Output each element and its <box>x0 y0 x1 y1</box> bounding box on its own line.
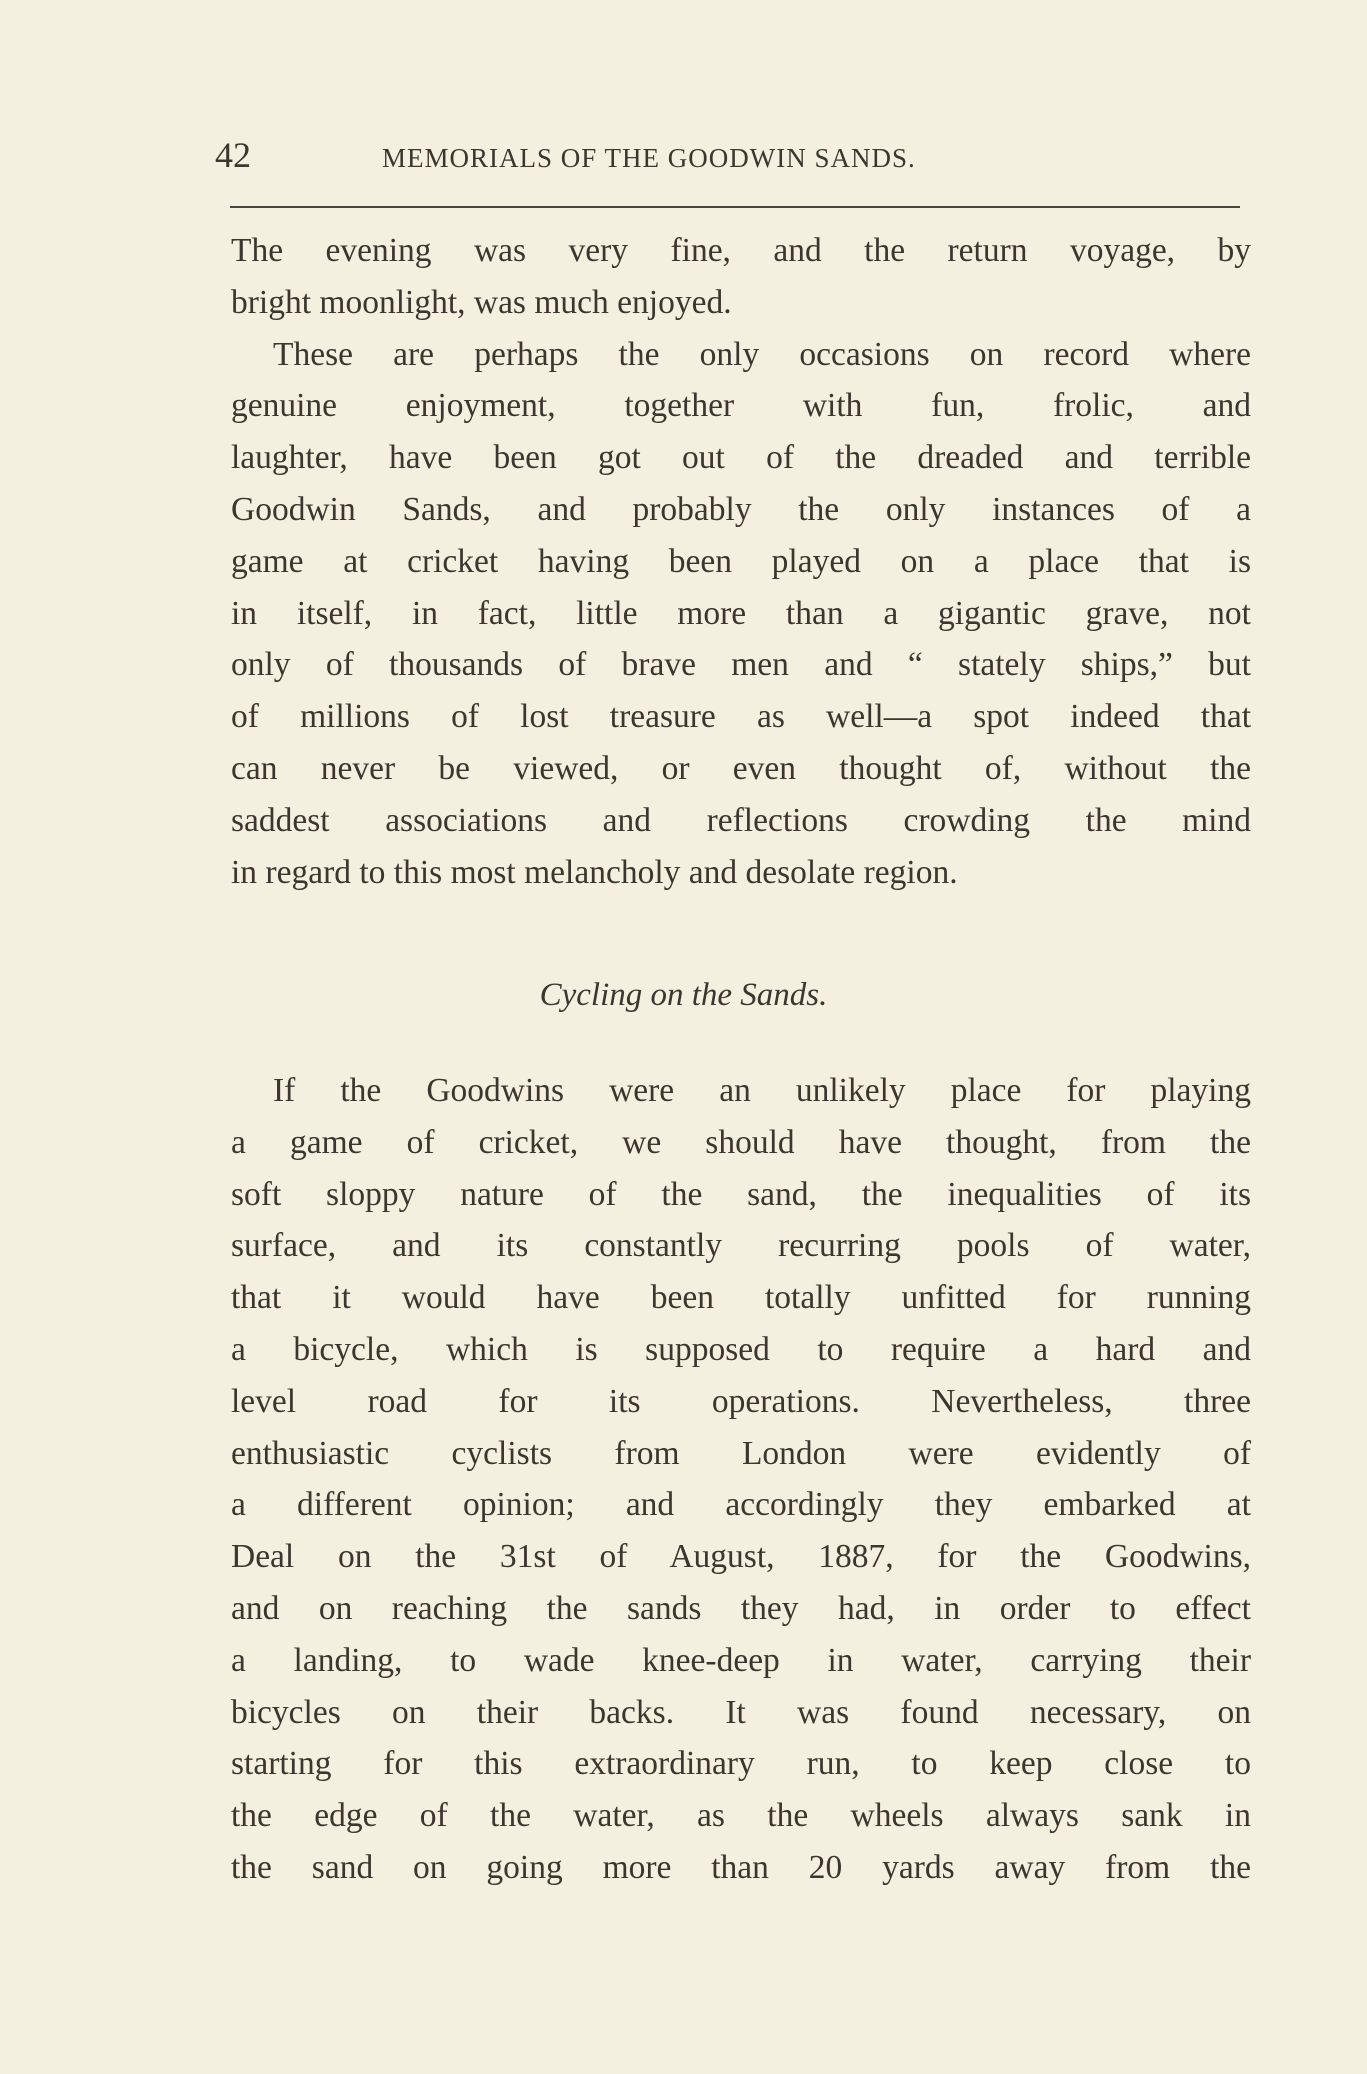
text-line: the edge of the water, as the wheels always sank in <box>231 1797 1251 1835</box>
text-line: the sand on going more than 20 yards away from the <box>231 1848 1251 1886</box>
body-text-cycling <box>231 1065 1251 1894</box>
text-line: surface, and its constantly recurring pools of water, <box>231 1227 1251 1265</box>
section-heading: Cycling on the Sands. <box>539 977 828 1013</box>
text-line: can never be viewed, or even thought of, without the <box>231 749 1251 787</box>
text-line: that it would have been totally unfitted for running <box>231 1279 1251 1317</box>
text-line: starting for this extraordinary run, to keep close to <box>231 1745 1251 1783</box>
text-line: a game of cricket, we should have thought, from the <box>231 1123 1251 1161</box>
text-line: enthusiastic cyclists from London were evidently of <box>231 1434 1251 1472</box>
page-number: 42 <box>215 135 251 175</box>
text-line: genuine enjoyment, together with fun, frolic, and <box>231 387 1251 425</box>
text-line: laughter, have been got out of the dreaded and terrible <box>231 439 1251 477</box>
text-line: in regard to this most melancholy and desolate region. <box>231 853 958 891</box>
text-line: game at cricket having been played on a place that is <box>231 542 1251 580</box>
text-line: soft sloppy nature of the sand, the inequalities of its <box>231 1175 1251 1213</box>
text-line: in itself, in fact, little more than a gigantic grave, not <box>231 594 1251 632</box>
text-line: bicycles on their backs. It was found necessary, on <box>231 1693 1251 1731</box>
text-line: a landing, to wade knee-deep in water, carrying their <box>231 1641 1251 1679</box>
text-line: The evening was very fine, and the return voyage, by <box>231 232 1251 269</box>
text-line: These are perhaps the only occasions on record where <box>273 335 1251 373</box>
body-text-top <box>231 225 1251 898</box>
text-line: saddest associations and reflections crowding the mind <box>231 801 1251 839</box>
text-line: Goodwin Sands, and probably the only instances of a <box>231 490 1251 528</box>
text-line: only of thousands of brave men and “ stately ships,” but <box>231 646 1251 684</box>
header-rule <box>230 206 1240 208</box>
text-line: of millions of lost treasure as well—a spot indeed that <box>231 698 1251 736</box>
text-line: a bicycle, which is supposed to require a hard and <box>231 1330 1251 1368</box>
text-line: Deal on the 31st of August, 1887, for the Goodwins, <box>231 1538 1251 1576</box>
text-line: If the Goodwins were an unlikely place for playing <box>273 1072 1251 1109</box>
text-line: and on reaching the sands they had, in order to effect <box>231 1589 1251 1627</box>
text-line: a different opinion; and accordingly they embarked at <box>231 1486 1251 1524</box>
text-line: level road for its operations. Nevertheless, three <box>231 1382 1251 1420</box>
text-line: bright moonlight, was much enjoyed. <box>231 283 732 321</box>
running-title: MEMORIALS OF THE GOODWIN SANDS. <box>382 143 916 173</box>
